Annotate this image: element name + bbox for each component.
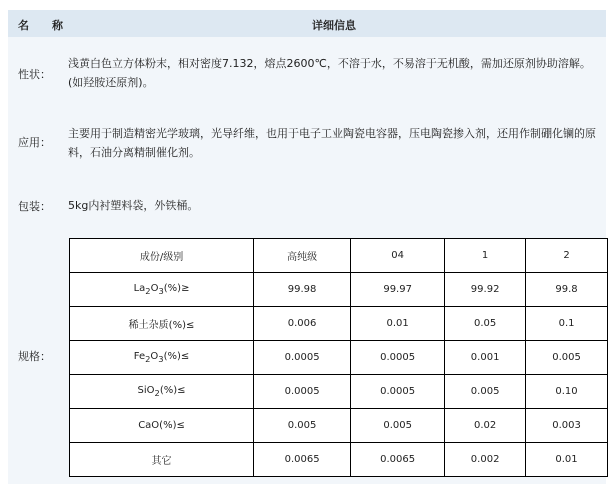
header-cell: 04 <box>351 239 445 273</box>
value-cell: 0.005 <box>351 409 445 443</box>
value-cell: 0.05 <box>445 307 526 341</box>
component-name-cell: 其它 <box>70 443 254 477</box>
header-cell: 2 <box>526 239 608 273</box>
table-row <box>70 341 608 375</box>
value-cell: 0.01 <box>351 307 445 341</box>
component-name-cell: $La_2O_3(\%)\ge$ <box>70 273 254 307</box>
panel-header <box>8 10 606 37</box>
table-row <box>70 375 608 409</box>
table-row <box>70 409 608 443</box>
properties-label: 性状： <box>18 68 51 81</box>
value-cell: 0.006 <box>254 307 351 341</box>
value-cell: 0.0005 <box>351 341 445 375</box>
value-cell: 0.02 <box>445 409 526 443</box>
packaging-text: 5kg内衬塑料袋，外铁桶。 <box>68 199 199 212</box>
spec-table <box>69 238 608 477</box>
value-cell: 0.0005 <box>254 341 351 375</box>
table-row <box>70 443 608 477</box>
header-cell: 成份/级别 <box>70 239 254 273</box>
spec-label: 规格： <box>18 350 51 363</box>
value-cell: 99.98 <box>254 273 351 307</box>
table-row <box>70 307 608 341</box>
value-cell: 0.0005 <box>351 375 445 409</box>
application-text: 主要用于制造精密光学玻璃，光导纤维，也用于电子工业陶瓷电容器，压电陶瓷掺入剂，还用作制硼化镧的原料，石油分离精制催化剂。 <box>68 127 596 159</box>
packaging-label: 包装： <box>18 200 51 213</box>
value-cell: 0.0005 <box>254 375 351 409</box>
detail-panel <box>8 10 606 484</box>
header-cell: 1 <box>445 239 526 273</box>
component-name-cell: CaO(%)≤ <box>70 409 254 443</box>
component-name-cell: $Fe_2O_3(\%)\le$ <box>70 341 254 375</box>
value-cell: 0.10 <box>526 375 608 409</box>
name-column-header: 名 称 <box>18 19 69 32</box>
value-cell: 0.1 <box>526 307 608 341</box>
value-cell: 0.001 <box>445 341 526 375</box>
header-cell: 高纯级 <box>254 239 351 273</box>
value-cell: 0.005 <box>526 341 608 375</box>
properties-text: 浅黄白色立方体粉末，相对密度7.132，熔点2600℃，不溶于水，不易溶于无机酸，需加还原剂协助溶解。(如羟胺还原剂)。 <box>68 57 591 89</box>
value-cell: 99.8 <box>526 273 608 307</box>
detail-column-header: 详细信息 <box>312 19 356 32</box>
value-cell: 0.002 <box>445 443 526 477</box>
value-cell: 0.01 <box>526 443 608 477</box>
value-cell: 99.97 <box>351 273 445 307</box>
value-cell: 0.003 <box>526 409 608 443</box>
table-row <box>70 273 608 307</box>
value-cell: 0.005 <box>254 409 351 443</box>
value-cell: 0.0065 <box>351 443 445 477</box>
component-name-cell: 稀土杂质(%)≤ <box>70 307 254 341</box>
value-cell: 0.0065 <box>254 443 351 477</box>
component-name-cell: SiO$_2$(%)≤ <box>70 375 254 409</box>
value-cell: 0.005 <box>445 375 526 409</box>
value-cell: 99.92 <box>445 273 526 307</box>
table-header-row <box>70 239 608 273</box>
application-label: 应用： <box>18 136 51 149</box>
